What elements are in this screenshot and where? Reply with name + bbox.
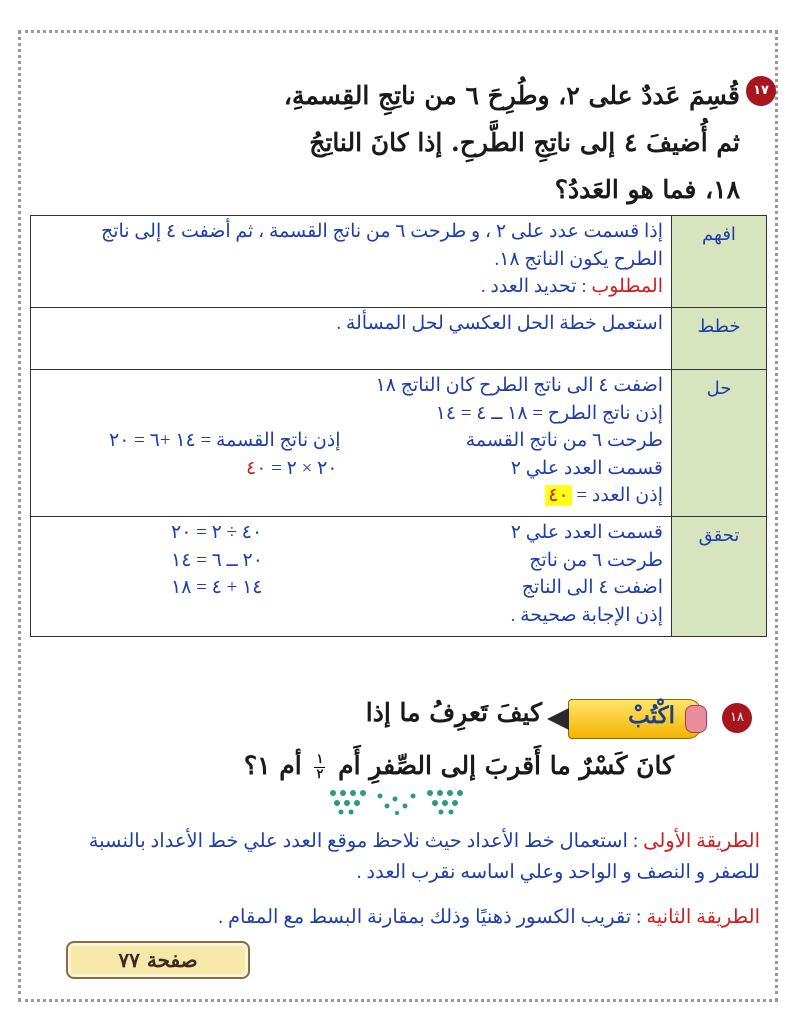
- solution-table: [30, 215, 767, 637]
- check-line-1-left: ٤٠ ÷ ٢ = ٢٠: [171, 522, 263, 543]
- solve-content: [31, 370, 672, 517]
- step-label-check: تحقق: [672, 517, 767, 637]
- solve-answer-label: إذن العدد =: [571, 485, 663, 506]
- understand-content: [31, 216, 672, 308]
- step-label-understand: افهم: [672, 216, 767, 308]
- method-1-label: الطريقة الأولى: [643, 831, 760, 852]
- solve-line-3: [39, 427, 663, 455]
- solve-answer-value: ٤٠: [545, 485, 571, 506]
- understand-required: [39, 273, 663, 301]
- required-label: المطلوب: [591, 276, 663, 297]
- check-line-2-right: طرحت ٦ من ناتج: [529, 549, 663, 571]
- solve-line-1: اضفت ٤ الى ناتج الطرح كان الناتج ١٨: [375, 375, 663, 396]
- problem-17-line-1: قُسِمَ عَددٌ على ٢، وطُرِحَ ٦ من ناتِجِ القِسمةِ،: [283, 81, 740, 110]
- plan-content: [31, 308, 672, 370]
- problem-17: [50, 72, 769, 213]
- write-label: اكْتُبْ: [628, 702, 675, 729]
- method-2-label: الطريقة الثانية: [646, 907, 760, 928]
- ministry-logo-dots: [325, 787, 470, 817]
- solve-line-3-right: طرحت ٦ من ناتج القسمة: [465, 430, 663, 451]
- problem-17-line-3: ١٨، فما هو العَددُ؟: [554, 175, 740, 204]
- fraction-numerator: ١: [316, 752, 324, 767]
- check-line-3-left: ١٤ + ٤ = ١٨: [171, 577, 263, 598]
- row-understand: [31, 216, 767, 308]
- row-check: [31, 517, 767, 637]
- check-line-2: [39, 547, 663, 575]
- solve-line-5: [39, 482, 663, 510]
- check-line-3-right: اضفت ٤ الى الناتج: [521, 577, 663, 598]
- solve-line-4-expr: ٢٠ × ٢ =: [266, 457, 338, 479]
- method-2: [35, 902, 760, 933]
- method-1: [35, 826, 760, 888]
- fraction-denominator: ٢: [316, 767, 324, 782]
- plan-line: استعمل خطة الحل العكسي لحل المسألة .: [336, 313, 663, 334]
- required-text: : تحديد العدد .: [480, 276, 592, 297]
- solve-line-3-left: إذن ناتج القسمة = ١٤ +٦ = ٢٠: [109, 430, 341, 451]
- row-plan: [31, 308, 767, 370]
- problem-18-line-1: كيفَ تَعرِفُ ما إذا: [365, 698, 542, 727]
- solve-line-4: [39, 455, 663, 483]
- solve-line-4-right: قسمت العدد علي ٢: [510, 457, 663, 479]
- step-label-solve: حل: [672, 370, 767, 517]
- row-solve: [31, 370, 767, 517]
- fraction-half: [314, 753, 325, 782]
- solve-line-2: إذن ناتج الطرح = ١٨ ــ ٤ = ١٤: [435, 402, 663, 424]
- check-line-3: [39, 574, 663, 602]
- check-line-1-right: قسمت العدد علي ٢: [510, 522, 663, 543]
- eraser-icon: [685, 705, 707, 733]
- problem-number-badge: ١٧: [746, 76, 776, 106]
- problem-number-badge: ١٨: [722, 703, 752, 733]
- understand-line-1: إذا قسمت عدد على ٢ ، و طرحت ٦ من ناتج القسمة ، ثم أضفت ٤ إلى ناتج: [100, 221, 663, 242]
- answer-methods: [35, 826, 760, 947]
- understand-line-2: الطرح يكون الناتج ١٨.: [494, 248, 663, 270]
- check-content: [31, 517, 672, 637]
- problem-18-line-2: [244, 751, 674, 782]
- method-1-text: : استعمال خط الأعداد حيث نلاحظ موقع العدد علي خط الأعداد بالنسبة للصفر و النصف و الواحد وعلي اساسه نقرب العدد .: [88, 831, 760, 883]
- solve-line-4-result: ٤٠: [246, 457, 267, 479]
- question-text-b: أم ١؟: [243, 751, 302, 780]
- check-line-2-left: ٢٠ ــ ٦ = ١٤: [171, 549, 263, 571]
- check-line-1: [39, 519, 663, 547]
- question-text-a: كانَ كَسْرٌ ما أَقربَ إلى الصِّفرِ أَم: [338, 751, 674, 780]
- check-line-4: إذن الإجابة صحيحة .: [510, 604, 663, 626]
- pencil-icon: [568, 699, 702, 739]
- problem-17-line-2: ثم أُضيفَ ٤ إلى ناتِجِ الطَّرحِ. إذا كانَ الناتِجُ: [309, 128, 740, 157]
- step-label-plan: خطط: [672, 308, 767, 370]
- method-2-text: : تقريب الكسور ذهنيًا وذلك بمقارنة البسط مع المقام .: [218, 907, 647, 928]
- page-number-label: صفحة ٧٧: [66, 941, 250, 979]
- solve-line-4-left: [246, 455, 338, 483]
